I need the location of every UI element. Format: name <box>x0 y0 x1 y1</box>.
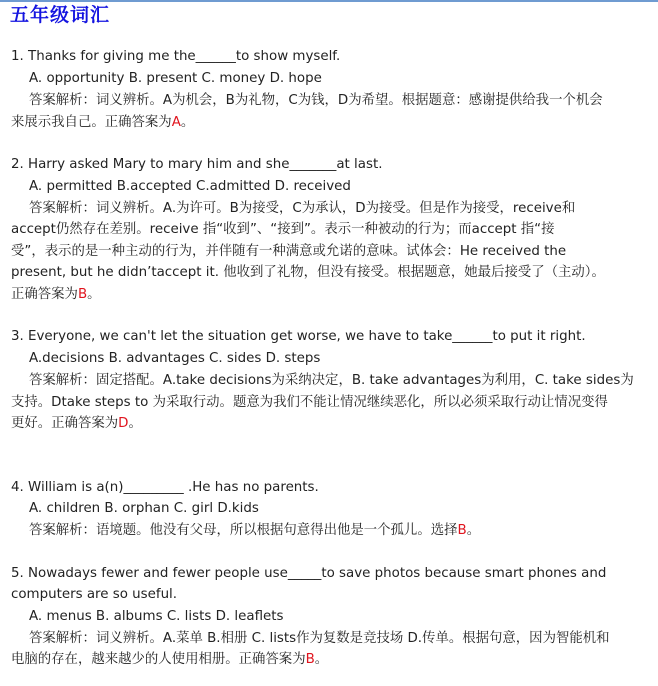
question-2-explanation-line-4: present, but he didn’taccept it. 他收到了礼物，但没有接受。根据题意，她最后接受了（主动）。 <box>11 265 605 280</box>
question-2-explanation-line-3: 受”，表示的是一种主动的行为，并伴随有一种满意或允诺的意味。试体会：He received the <box>11 244 567 259</box>
question-1-answer: A <box>171 115 181 130</box>
question-5-text: 5. Nowadays fewer and fewer people use_____to save photos because smart phones and <box>11 566 607 581</box>
question-4-explanation-line-1: 答案解析：语境题。他没有父母，所以根据句意得出他是一个孤儿。选择B。 <box>29 523 481 538</box>
question-1-options: A. opportunity B. present C. money D. hope <box>29 71 322 86</box>
question-1-explanation-line-2: 来展示我自己。正确答案为A。 <box>11 115 195 130</box>
page-title: 五年级词汇 <box>10 4 111 26</box>
question-4-text: 4. William is a(n)_________ .He has no parents. <box>11 480 319 495</box>
question-3-explanation-line-3: 更好。正确答案为D。 <box>11 416 142 431</box>
question-5-explanation-line-1: 答案解析：词义辨析。A.菜单 B.相册 C. lists作为复数是竞技场 D.传单。根据句意，因为智能机和 <box>29 631 610 646</box>
question-3-text: 3. Everyone, we can't let the situation get worse, we have to take______to put it right. <box>11 329 586 344</box>
question-2-answer: B <box>77 287 88 302</box>
question-2-text: 2. Harry asked Mary to mary him and she_______at last. <box>11 157 383 172</box>
question-5-text-cont: computers are so useful. <box>11 587 178 602</box>
question-4-answer: B <box>457 523 467 538</box>
question-3-options: A.decisions B. advantages C. sides D. steps <box>29 351 321 366</box>
question-2-explanation-line-5: 正确答案为B。 <box>11 287 101 302</box>
question-1-explanation-line-1: 答案解析：词义辨析。A为机会，B为礼物，C为钱，D为希望。根据题意：感谢提供给我一个机会 <box>29 93 603 108</box>
question-2-options: A. permitted B.accepted C.admitted D. received <box>29 179 351 194</box>
question-3-explanation-line-1: 答案解析：固定搭配。A.take decisions为采纳决定，B. take advantages为利用，C. take sides为 <box>29 373 634 388</box>
question-2-explanation-line-2: accept仍然存在差别。receive 指“收到”、“接到”。表示一种被动的行为；而accept 指“接 <box>11 222 555 237</box>
question-2-explanation-line-1: 答案解析：词义辨析。A.为许可。B为接受，C为承认，D为接受。但是作为接受，receive和 <box>29 201 576 216</box>
question-5-options: A. menus B. albums C. lists D. leaflets <box>29 609 284 624</box>
question-5-explanation-line-2: 电脑的存在，越来越少的人使用相册。正确答案为B。 <box>11 652 329 667</box>
question-5-answer: B <box>305 652 315 667</box>
question-1-text: 1. Thanks for giving me the______to show myself. <box>11 49 341 64</box>
question-3-explanation-line-2: 支持。Dtake steps to 为采取行动。题意为我们不能让情况继续恶化，所以必须采取行动让情况变得 <box>11 395 608 410</box>
question-3-answer: D <box>118 416 129 431</box>
question-4-options: A. children B. orphan C. girl D.kids <box>29 501 259 516</box>
